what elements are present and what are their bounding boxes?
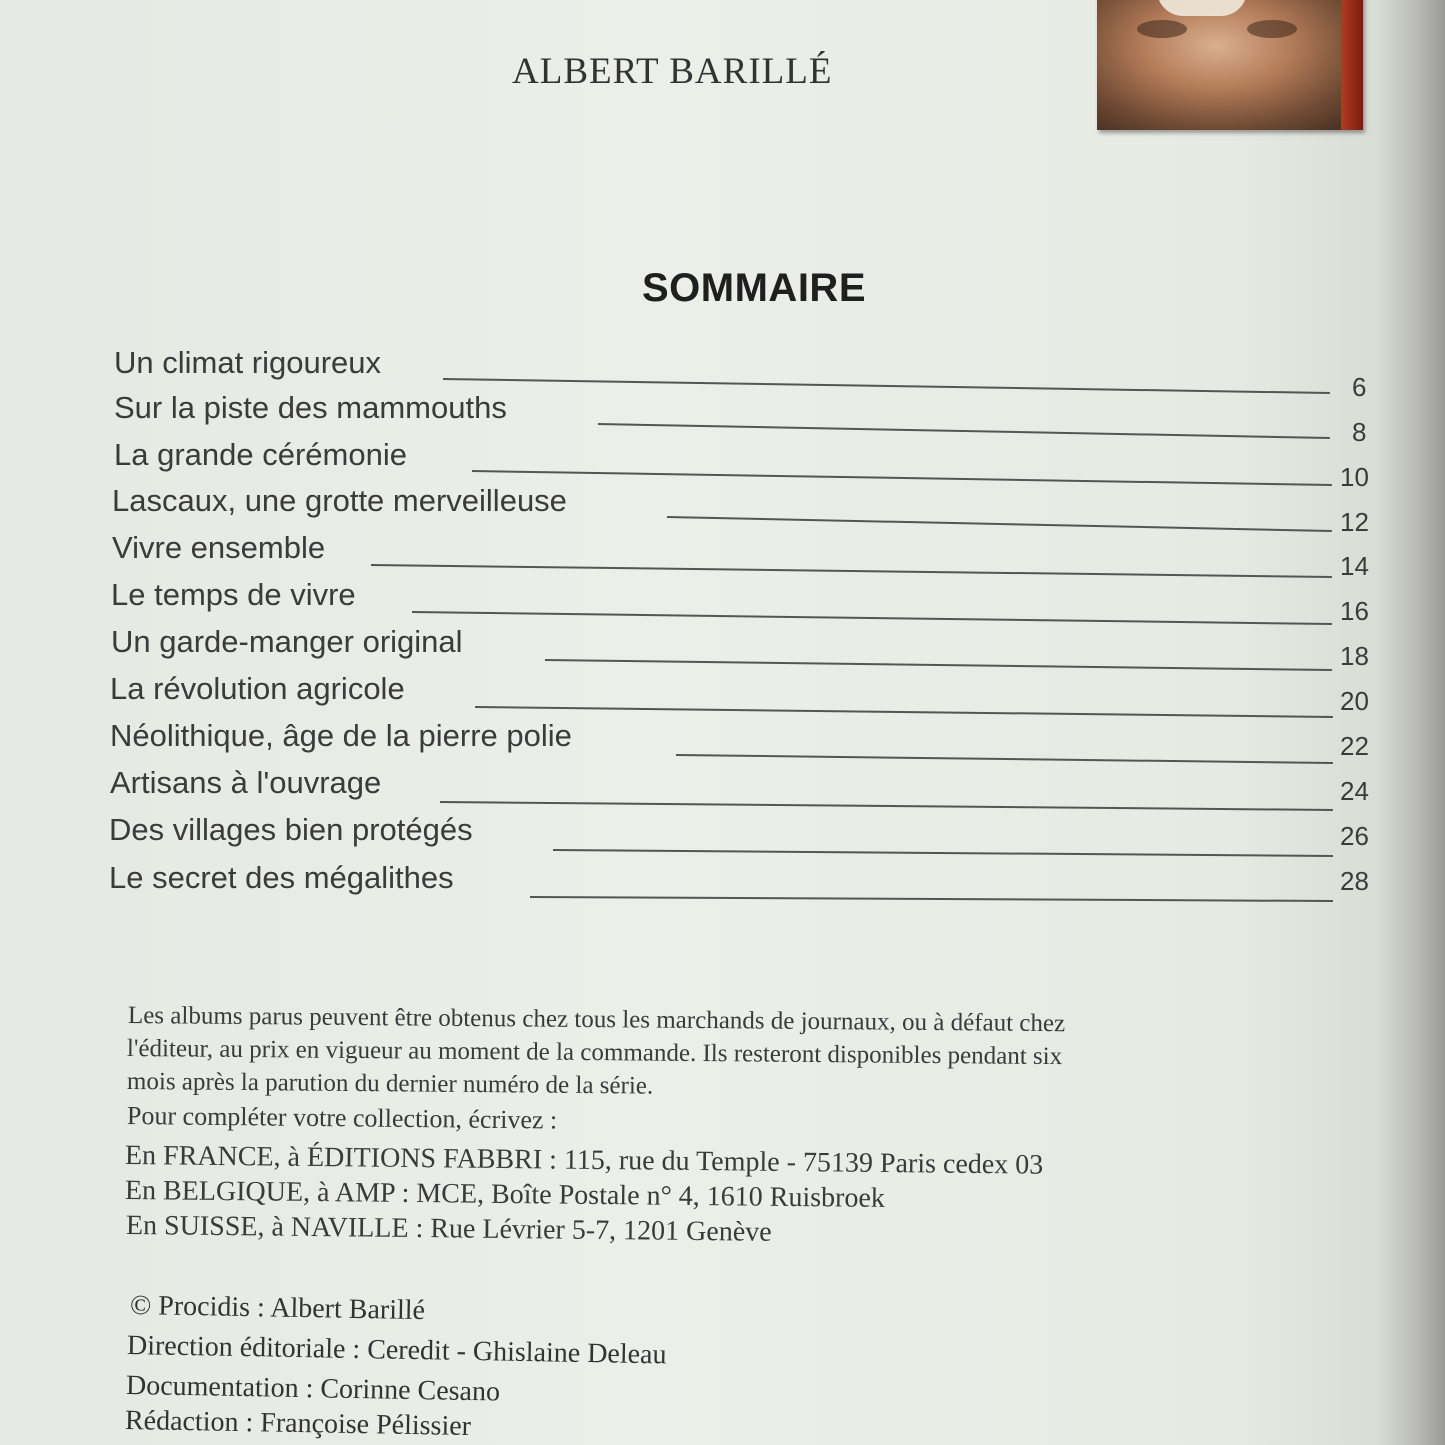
toc-entry-title: La grande cérémonie xyxy=(114,437,407,472)
toc-leader-line xyxy=(553,849,1333,857)
toc-entry-title: Lascaux, une grotte merveilleuse xyxy=(112,483,567,518)
toc-page-number: 20 xyxy=(1340,686,1369,716)
toc-entry xyxy=(112,483,1372,527)
toc-entry xyxy=(109,860,1369,904)
toc-entry-title: La révolution agricole xyxy=(110,671,405,706)
toc-page-number: 26 xyxy=(1340,821,1369,851)
photo-edge xyxy=(1341,0,1363,130)
toc-entry-title: Artisans à l'ouvrage xyxy=(110,765,382,800)
toc-leader-line xyxy=(412,611,1332,625)
toc-page-number: 28 xyxy=(1340,866,1369,896)
toc-entry xyxy=(112,530,1372,574)
spine-shadow xyxy=(1375,0,1445,1445)
summary-title: SOMMAIRE xyxy=(642,266,866,310)
toc-entry-title: Un climat rigoureux xyxy=(114,345,382,380)
toc-entry xyxy=(109,812,1369,856)
info-line: En FRANCE, à ÉDITIONS FABBRI : 115, rue du Temple - 75139 Paris cedex 03 xyxy=(124,1140,1044,1181)
toc-entry xyxy=(114,345,1374,389)
toc-page-number: 10 xyxy=(1340,462,1369,492)
toc-leader-line xyxy=(371,564,1332,578)
credit-line: © Procidis : Albert Barillé xyxy=(129,1290,426,1327)
info-line: En BELGIQUE, à AMP : MCE, Boîte Postale n° 4, 1610 Ruisbroek xyxy=(124,1175,886,1214)
credit-line: Direction éditoriale : Ceredit - Ghislaine Deleau xyxy=(126,1330,667,1371)
toc-page-number: 24 xyxy=(1340,776,1369,806)
toc-page-number: 14 xyxy=(1340,551,1369,581)
toc-leader-line xyxy=(530,896,1333,902)
info-line: l'éditeur, au prix en vigueur au moment de la commande. Ils resteront disponibles pendant six xyxy=(126,1035,1063,1071)
toc-leader-line xyxy=(475,706,1333,718)
toc-entry xyxy=(114,390,1374,434)
toc-entry-title: Vivre ensemble xyxy=(112,530,326,565)
photo-detail xyxy=(1247,20,1297,38)
toc-entry-title: Le secret des mégalithes xyxy=(109,860,454,895)
toc-page-number: 6 xyxy=(1352,372,1367,402)
toc-entry xyxy=(110,718,1370,762)
toc-entry-title: Néolithique, âge de la pierre polie xyxy=(110,718,572,753)
toc-leader-line xyxy=(545,659,1332,671)
toc-entry-title: Des villages bien protégés xyxy=(109,812,473,847)
toc-page-number: 18 xyxy=(1340,641,1369,671)
info-line: Les albums parus peuvent être obtenus chez tous les marchands de journaux, ou à défaut chez xyxy=(127,1002,1066,1038)
toc-entry-title: Sur la piste des mammouths xyxy=(114,390,507,425)
toc-leader-line xyxy=(440,801,1333,811)
info-line: En SUISSE, à NAVILLE : Rue Lévrier 5-7, 1201 Genève xyxy=(125,1210,772,1248)
toc-entry-title: Le temps de vivre xyxy=(111,577,356,612)
toc-entry xyxy=(111,624,1371,668)
toc-entry xyxy=(114,437,1374,481)
photo-detail xyxy=(1157,0,1247,16)
toc-entry xyxy=(110,671,1370,715)
credit-line: Rédaction : Françoise Pélissier xyxy=(124,1405,472,1443)
toc-entry xyxy=(111,577,1371,621)
toc-entry xyxy=(110,765,1370,809)
toc-entry-title: Un garde-manger original xyxy=(111,624,463,659)
toc-leader-line xyxy=(676,754,1333,764)
info-line: mois après la parution du dernier numéro de la série. xyxy=(126,1068,654,1100)
toc-page-number: 8 xyxy=(1352,417,1367,447)
toc-page-number: 22 xyxy=(1340,731,1369,761)
author-name: ALBERT BARILLÉ xyxy=(512,51,833,92)
author-photo xyxy=(1097,0,1363,130)
photo-detail xyxy=(1137,20,1187,38)
credit-line: Documentation : Corinne Cesano xyxy=(125,1370,501,1408)
info-line: Pour compléter votre collection, écrivez : xyxy=(126,1101,558,1135)
toc-page-number: 16 xyxy=(1340,596,1369,626)
toc-page-number: 12 xyxy=(1340,507,1369,537)
